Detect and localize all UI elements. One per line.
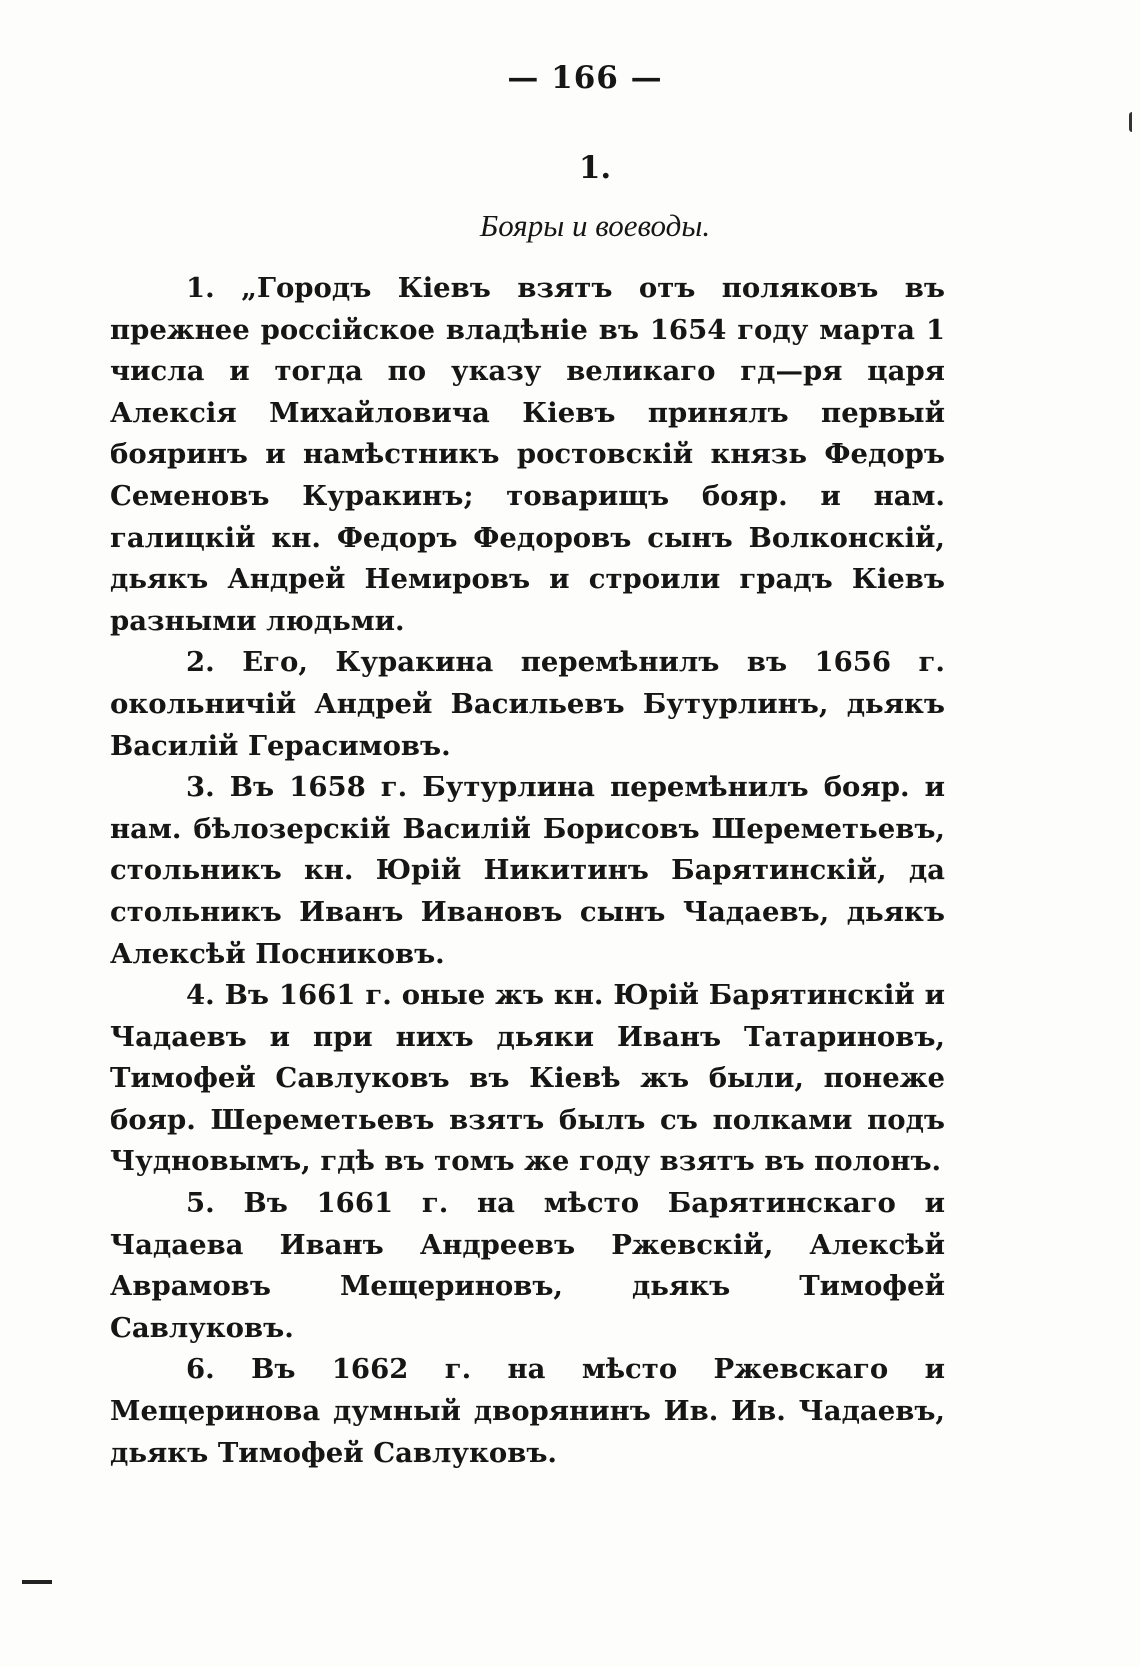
paragraph-4: 4. Въ 1661 г. оные жъ кн. Юрій Барятинскій и Чадаевъ и при нихъ дьяки Иванъ Татариновъ, Тимофей Савлуковъ въ Кіевѣ жъ были, понеже бояр. Шереметьевъ взятъ былъ съ полками подъ Чудновымъ, гдѣ въ томъ же году взятъ въ полонъ. — [110, 979, 945, 1178]
paragraph-1: 1. „Городъ Кіевъ взятъ отъ поляковъ въ прежнее россійское владѣніе въ 1654 году марта 1 числа и тогда по указу великаго гд—ря царя Алексія Михайловича Кіевъ принялъ первый бояринъ и намѣстникъ ростовскій князь Федоръ Семеновъ Куракинъ; товарищъ бояр. и нам. галицкій кн. Федоръ Федоровъ сынъ Волконскій, дьякъ Андрей Немировъ и строили градъ Кіевъ разными людьми. — [110, 272, 945, 637]
page-number: — 166 — — [507, 60, 663, 96]
paragraph-3: 3. Въ 1658 г. Бутурлина перемѣнилъ бояр. и нам. бѣлозерскій Василій Борисовъ Шереметьевъ, стольникъ кн. Юрій Никитинъ Барятинскій, да стольникъ Иванъ Ивановъ сынъ Чадаевъ, дьякъ Алексѣй Посниковъ. — [110, 771, 945, 970]
section-title: Бояры и воеводы. — [479, 208, 711, 243]
section-number: 1. — [578, 150, 612, 186]
scan-edge-mark — [1129, 112, 1138, 132]
paragraph-2: 2. Его, Куракина перемѣнилъ въ 1656 г. окольничій Андрей Васильевъ Бутурлинъ, дьякъ Василій Герасимовъ. — [110, 646, 945, 762]
paragraph-6: 6. Въ 1662 г. на мѣсто Ржевскаго и Мещеринова думный дворянинъ Ив. Ив. Чадаевъ, дьякъ Тимофей Савлуковъ. — [110, 1353, 945, 1469]
body-text — [110, 268, 945, 1474]
scan-margin-mark — [22, 1580, 52, 1584]
paragraph-5: 5. Въ 1661 г. на мѣсто Барятинскаго и Чадаева Иванъ Андреевъ Ржевскій, Алексѣй Аврамовъ Мещериновъ, дьякъ Тимофей Савлуковъ. — [110, 1187, 945, 1344]
